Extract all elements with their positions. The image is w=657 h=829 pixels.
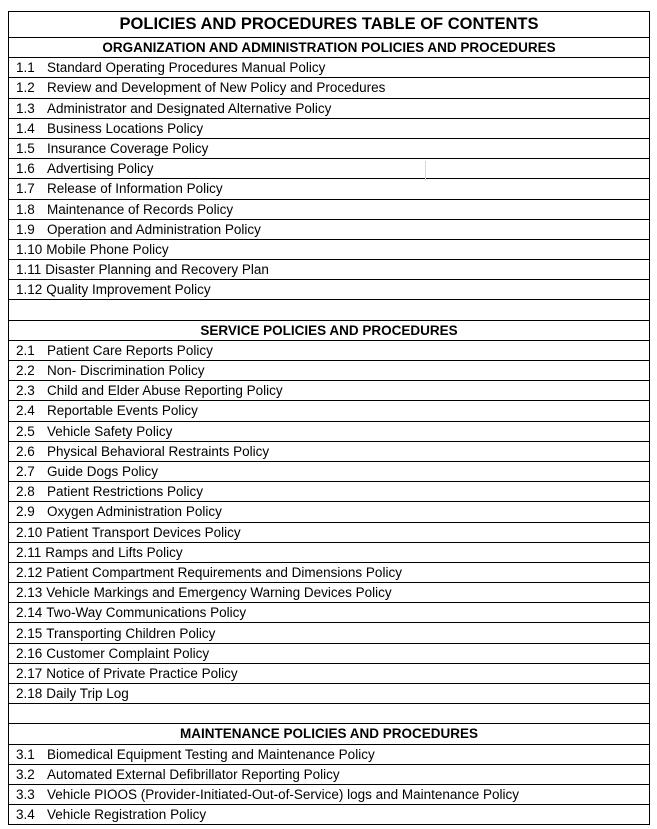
section-heading-maintenance: MAINTENANCE POLICIES AND PROCEDURES xyxy=(9,724,649,744)
entry-number: 1.12 xyxy=(16,282,43,298)
entry-number: 1.8 xyxy=(16,201,35,217)
entry-title: Mobile Phone Policy xyxy=(46,241,169,257)
entry-number: 1.10 xyxy=(16,241,43,257)
entry-number: 1.6 xyxy=(16,161,35,177)
entry-title: Vehicle Markings and Emergency Warning Devices Policy xyxy=(46,585,392,601)
entry-title: Oxygen Administration Policy xyxy=(47,504,222,520)
entry-title: Disaster Planning and Recovery Plan xyxy=(45,262,269,278)
toc-entry-2-10 xyxy=(9,523,649,543)
toc-entry-2-12 xyxy=(9,563,649,583)
entry-title: Guide Dogs Policy xyxy=(47,464,159,480)
toc-entry-1-6 xyxy=(9,159,649,179)
entry-number: 2.3 xyxy=(16,383,35,399)
toc-entry-2-17 xyxy=(9,664,649,684)
entry-number: 2.9 xyxy=(16,504,35,520)
entry-title: Administrator and Designated Alternative Policy xyxy=(47,100,332,116)
toc-entry-2-3 xyxy=(9,381,649,401)
entry-number: 2.2 xyxy=(16,363,35,379)
toc-entry-1-12 xyxy=(9,280,649,300)
entry-number: 2.8 xyxy=(16,484,35,500)
cell-gridline xyxy=(425,161,426,181)
entry-number: 1.9 xyxy=(16,221,35,237)
page-title: POLICIES AND PROCEDURES TABLE OF CONTENTS xyxy=(9,12,649,38)
toc-entry-2-11 xyxy=(9,543,649,563)
section-heading-organization: ORGANIZATION AND ADMINISTRATION POLICIES AND PROCEDURES xyxy=(9,38,649,58)
entry-title: Standard Operating Procedures Manual Policy xyxy=(47,60,326,76)
entry-number: 2.14 xyxy=(16,605,43,621)
entry-title: Business Locations Policy xyxy=(47,120,204,136)
entry-number: 2.16 xyxy=(16,645,43,661)
toc-entry-2-15 xyxy=(9,623,649,643)
entry-title: Operation and Administration Policy xyxy=(47,221,261,237)
entry-title: Two-Way Communications Policy xyxy=(46,605,247,621)
toc-entry-1-5 xyxy=(9,139,649,159)
toc-entry-2-16 xyxy=(9,644,649,664)
entry-title: Maintenance of Records Policy xyxy=(47,201,234,217)
toc-entry-1-9 xyxy=(9,220,649,240)
toc-entry-2-8 xyxy=(9,482,649,502)
toc-entry-1-7 xyxy=(9,179,649,199)
entry-title: Notice of Private Practice Policy xyxy=(46,665,238,681)
entry-number: 1.1 xyxy=(16,60,35,76)
entry-title: Ramps and Lifts Policy xyxy=(45,544,183,560)
entry-title: Biomedical Equipment Testing and Maintenance Policy xyxy=(47,746,375,762)
toc-entry-3-1 xyxy=(9,745,649,765)
entry-title: Physical Behavioral Restraints Policy xyxy=(47,443,270,459)
toc-entry-2-2 xyxy=(9,361,649,381)
toc-entry-1-3 xyxy=(9,99,649,119)
toc-entry-2-13 xyxy=(9,583,649,603)
entry-title: Patient Care Reports Policy xyxy=(47,342,213,358)
entry-title: Customer Complaint Policy xyxy=(46,645,210,661)
toc-entry-1-10 xyxy=(9,240,649,260)
toc-entry-2-7 xyxy=(9,462,649,482)
entry-number: 1.7 xyxy=(16,181,35,197)
entry-number: 1.11 xyxy=(16,262,42,278)
entry-number: 2.18 xyxy=(16,686,43,702)
entry-number: 2.4 xyxy=(16,403,35,419)
entry-number: 2.6 xyxy=(16,443,35,459)
toc-entry-1-4 xyxy=(9,119,649,139)
blank-row xyxy=(9,300,649,320)
entry-title: Insurance Coverage Policy xyxy=(47,141,209,157)
toc-entry-2-18 xyxy=(9,684,649,704)
toc-entry-1-2 xyxy=(9,78,649,98)
entry-number: 1.2 xyxy=(16,80,35,96)
entry-number: 1.3 xyxy=(16,100,35,116)
entry-number: 3.1 xyxy=(16,746,35,762)
entry-title: Vehicle PIOOS (Provider-Initiated-Out-of-Service) logs and Maintenance Policy xyxy=(47,787,519,803)
blank-row xyxy=(9,704,649,724)
entry-title: Release of Information Policy xyxy=(47,181,223,197)
toc-entry-3-3 xyxy=(9,785,649,805)
entry-number: 3.2 xyxy=(16,766,35,782)
toc-entry-2-5 xyxy=(9,422,649,442)
entry-number: 2.10 xyxy=(16,524,43,540)
entry-number: 2.15 xyxy=(16,625,43,641)
toc-entry-1-11 xyxy=(9,260,649,280)
entry-title: Vehicle Safety Policy xyxy=(47,423,173,439)
entry-title: Non- Discrimination Policy xyxy=(47,363,205,379)
toc-entry-3-4 xyxy=(9,805,649,825)
entry-number: 2.11 xyxy=(16,544,42,560)
entry-title: Patient Transport Devices Policy xyxy=(46,524,241,540)
toc-entry-2-1 xyxy=(9,341,649,361)
toc-entry-2-14 xyxy=(9,603,649,623)
entry-title: Transporting Children Policy xyxy=(46,625,216,641)
entry-number: 2.17 xyxy=(16,665,43,681)
table-of-contents xyxy=(8,11,650,825)
entry-title: Patient Restrictions Policy xyxy=(47,484,204,500)
toc-entry-1-8 xyxy=(9,200,649,220)
entry-title: Patient Compartment Requirements and Dimensions Policy xyxy=(46,564,402,580)
toc-entry-2-6 xyxy=(9,442,649,462)
entry-title: Advertising Policy xyxy=(47,161,154,177)
entry-number: 2.1 xyxy=(16,342,35,358)
entry-title: Child and Elder Abuse Reporting Policy xyxy=(47,383,283,399)
toc-entry-2-4 xyxy=(9,401,649,421)
entry-number: 1.5 xyxy=(16,141,35,157)
entry-title: Review and Development of New Policy and Procedures xyxy=(47,80,386,96)
toc-entry-2-9 xyxy=(9,502,649,522)
entry-number: 1.4 xyxy=(16,120,35,136)
entry-number: 2.13 xyxy=(16,585,43,601)
entry-number: 2.12 xyxy=(16,564,43,580)
entry-title: Daily Trip Log xyxy=(46,686,129,702)
entry-number: 3.4 xyxy=(16,807,35,823)
entry-title: Automated External Defibrillator Reporting Policy xyxy=(47,766,340,782)
entry-title: Quality Improvement Policy xyxy=(46,282,211,298)
entry-number: 2.7 xyxy=(16,464,35,480)
entry-title: Reportable Events Policy xyxy=(47,403,198,419)
toc-entry-1-1 xyxy=(9,58,649,78)
entry-title: Vehicle Registration Policy xyxy=(47,807,207,823)
entry-number: 2.5 xyxy=(16,423,35,439)
toc-entry-3-2 xyxy=(9,765,649,785)
entry-number: 3.3 xyxy=(16,787,35,803)
section-heading-service: SERVICE POLICIES AND PROCEDURES xyxy=(9,321,649,341)
